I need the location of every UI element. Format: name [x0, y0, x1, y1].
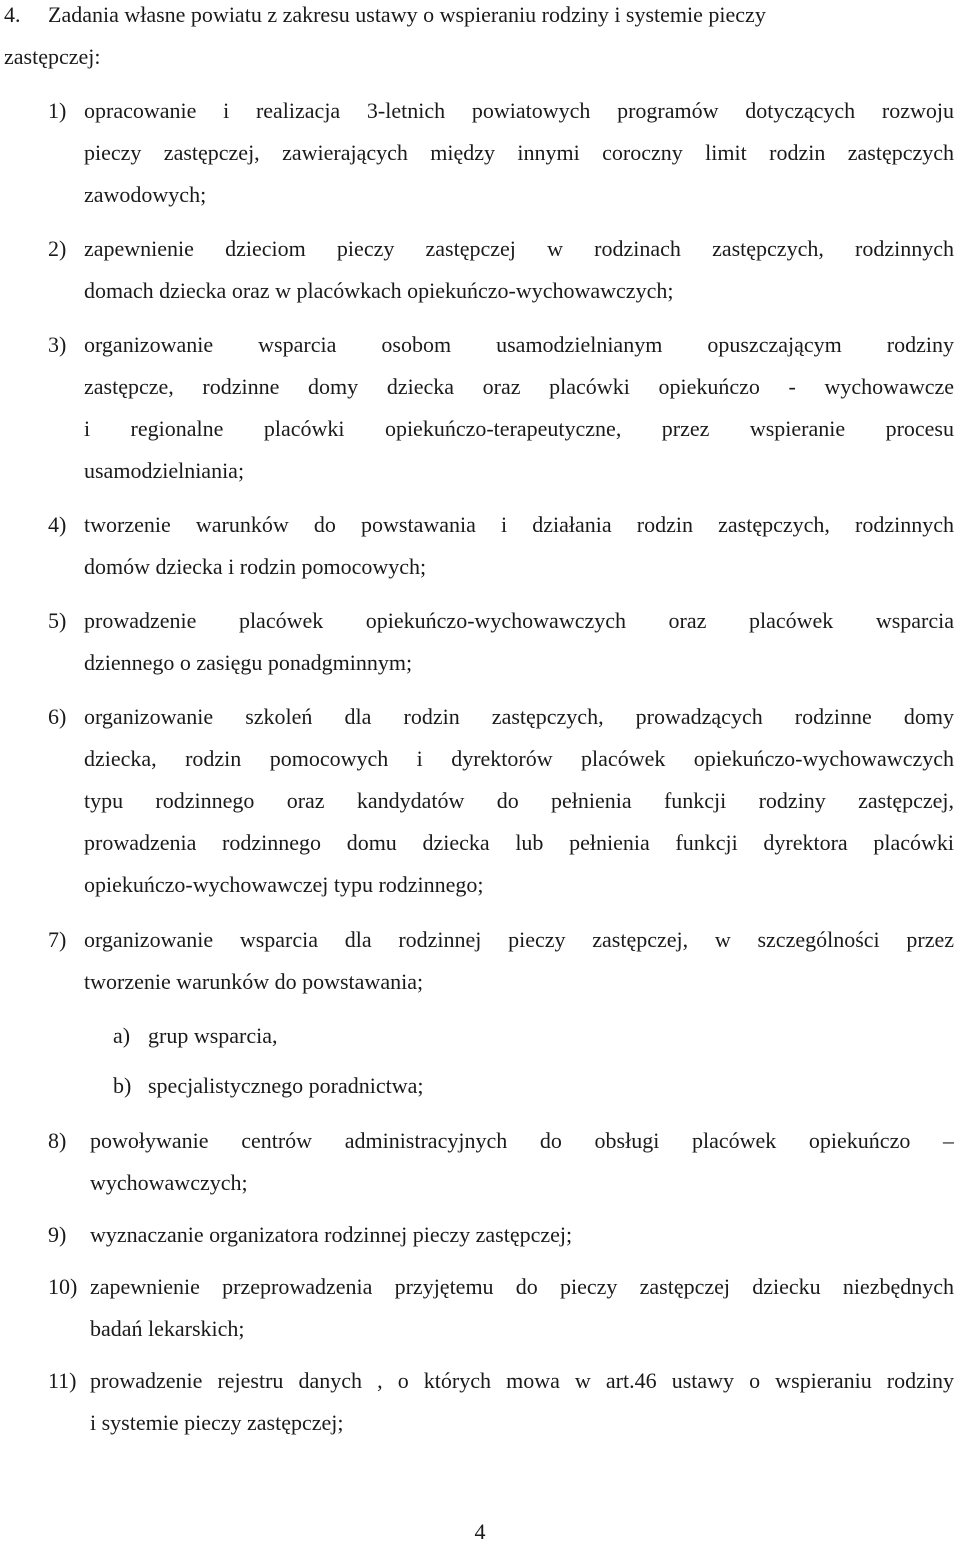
list-item-text-line: i regionalne placówki opiekuńczo-terapeutyczne, przez wspieranie procesu: [84, 418, 954, 441]
section-title-line-1: [48, 4, 954, 26]
list-item-marker: 4): [48, 512, 67, 537]
list-item-text-line: dziennego o zasięgu ponadgminnym;: [84, 650, 413, 675]
list-item-marker: 9): [48, 1222, 67, 1247]
list-item-marker: 2): [48, 236, 67, 261]
list-item-marker: 1): [48, 98, 67, 123]
list-item-text-line: tworzenie warunków do powstawania;: [84, 969, 424, 994]
list-item-text-line: typu rodzinnego oraz kandydatów do pełnienia funkcji rodziny zastępczej,: [84, 790, 954, 813]
list-item-text-line: domach dziecka oraz w placówkach opiekuńczo-wychowawczych;: [84, 278, 674, 303]
list-item-text-line: prowadzenie placówek opiekuńczo-wychowawczych oraz placówek wsparcia: [84, 610, 954, 633]
list-item-text-line: opiekuńczo-wychowawczej typu rodzinnego;: [84, 872, 484, 897]
list-item-text-line: badań lekarskich;: [90, 1316, 245, 1341]
list-item-marker: a): [113, 1023, 131, 1048]
list-item-text-line: prowadzenia rodzinnego domu dziecka lub pełnienia funkcji dyrektora placówki: [84, 832, 954, 855]
list-item-text-line: zapewnienie dzieciom pieczy zastępczej w rodzinach zastępczych, rodzinnych: [84, 238, 954, 261]
list-item-text-line: wychowawczych;: [90, 1170, 248, 1195]
list-item-marker: 7): [48, 927, 67, 952]
list-item-marker: 5): [48, 608, 67, 633]
list-item-text-line: organizowanie szkoleń dla rodzin zastępczych, prowadzących rodzinne domy: [84, 706, 954, 729]
section-title-text: Zadania własne powiatu z zakresu ustawy o wspieraniu rodziny i systemie pieczy: [48, 2, 766, 27]
list-item-text-line: powoływanie centrów administracyjnych do obsługi placówek opiekuńczo –: [90, 1130, 954, 1153]
list-item-text-line: zastępcze, rodzinne domy dziecka oraz placówki opiekuńczo - wychowawcze: [84, 376, 954, 399]
list-item-marker: b): [113, 1073, 132, 1098]
list-item-text-line: organizowanie wsparcia osobom usamodzielnianym opuszczającym rodziny: [84, 334, 954, 357]
list-item-text-line: i systemie pieczy zastępczej;: [90, 1410, 344, 1435]
list-item-text-line: organizowanie wsparcia dla rodzinnej pieczy zastępczej, w szczególności przez: [84, 929, 954, 952]
list-item-marker: 6): [48, 704, 67, 729]
list-item-text-line: dziecka, rodzin pomocowych i dyrektorów placówek opiekuńczo-wychowawczych: [84, 748, 954, 771]
page-number: 4: [474, 1519, 486, 1544]
list-item-text-line: grup wsparcia,: [148, 1023, 278, 1048]
list-item-text-line: prowadzenie rejestru danych , o których mowa w art.46 ustawy o wspieraniu rodziny: [90, 1370, 954, 1393]
section-number: 4.: [4, 2, 21, 27]
list-item-text-line: zapewnienie przeprowadzenia przyjętemu do pieczy zastępczej dziecku niezbędnych: [90, 1276, 954, 1299]
list-item-marker: 8): [48, 1128, 67, 1153]
list-item-text-line: zawodowych;: [84, 182, 207, 207]
list-item-marker: 3): [48, 332, 67, 357]
section-title-line-2: zastępczej:: [4, 44, 101, 69]
list-item-text-line: usamodzielniania;: [84, 458, 245, 483]
list-item-marker: 10): [48, 1274, 78, 1299]
list-item-marker: 11): [48, 1368, 77, 1393]
list-item-text-line: tworzenie warunków do powstawania i działania rodzin zastępczych, rodzinnych: [84, 514, 954, 537]
list-item-text-line: specjalistycznego poradnictwa;: [148, 1073, 424, 1098]
list-item-text-line: wyznaczanie organizatora rodzinnej pieczy zastępczej;: [90, 1222, 573, 1247]
list-item-text-line: pieczy zastępczej, zawierających między innymi coroczny limit rodzin zastępczych: [84, 142, 954, 165]
list-item-text-line: opracowanie i realizacja 3-letnich powiatowych programów dotyczących rozwoju: [84, 100, 954, 123]
list-item-text-line: domów dziecka i rodzin pomocowych;: [84, 554, 427, 579]
